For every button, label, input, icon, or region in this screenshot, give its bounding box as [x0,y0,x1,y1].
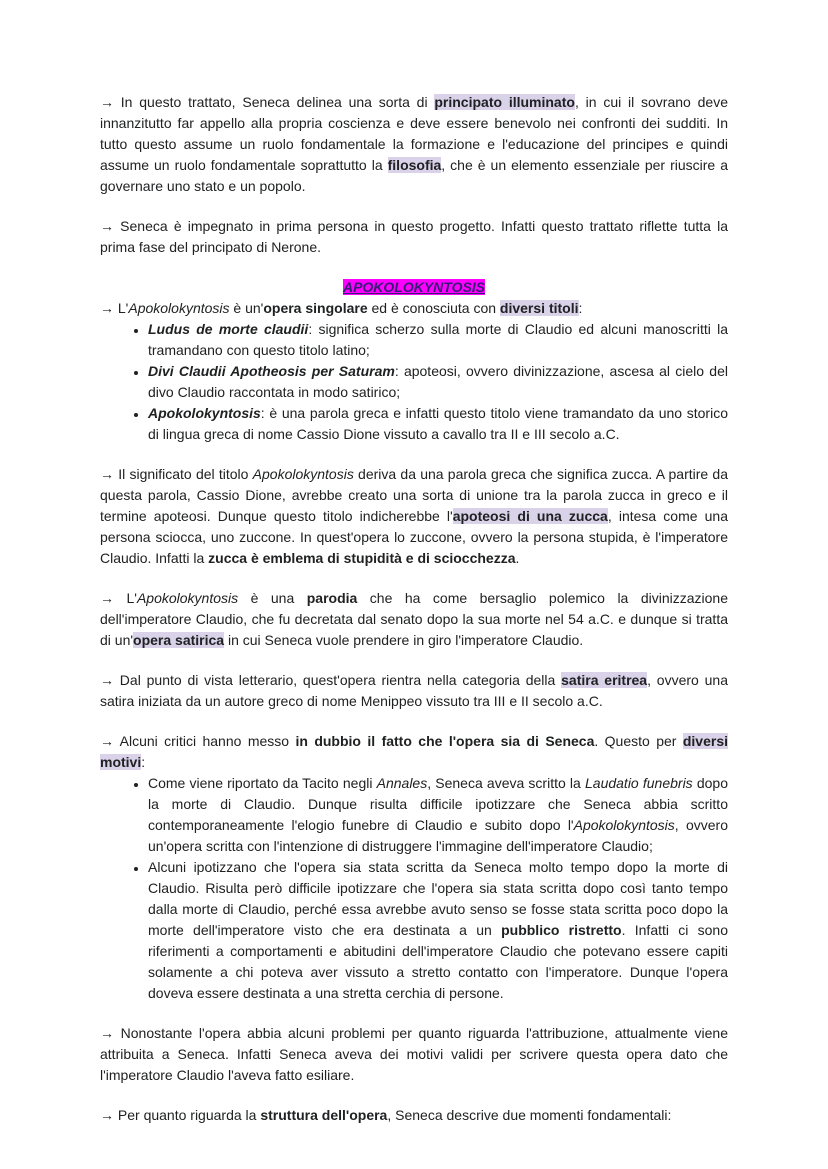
text-segment: Laudatio funebris [585,775,693,791]
section-heading-text: APOKOLOKYNTOSIS [342,279,486,295]
list-item [148,403,728,445]
text-segment: , in cui il sovrano deve innanzitutto far appello alla propria coscienza e deve essere benevolo nei confronti dei sudditi. In tutto questo assume un ruolo fondamentale la formazione e l'educazione del principes e quindi assume un ruolo fondamentale soprattutto la [100,94,728,173]
text-segment: → L' [100,300,129,316]
text-segment: ed è conosciuta con [367,300,500,316]
text-segment: diversi titoli [499,300,579,316]
text-segment: → Dal punto di vista letterario, quest'opera rientra nella categoria della [100,672,562,688]
text-segment: : [141,754,146,770]
text-segment: diversi motivi [100,733,728,770]
text-segment: Apokolokyntosis [148,405,261,421]
text-segment: Annales [376,775,428,791]
paragraph [100,464,728,569]
text-segment: , che è un elemento essenziale per riuscire a governare uno stato e un popolo. [100,157,729,194]
text-segment: Ludus de morte claudii [148,321,309,337]
text-segment: apoteosi di una zucca [452,508,608,524]
text-segment: Apokolokyntosis [252,466,354,482]
text-segment: opera satirica [133,632,225,648]
text-segment: principato illuminato [434,94,575,110]
text-segment: Divi Claudii Apotheosis per Saturam [148,363,395,379]
text-segment: . [515,550,520,566]
text-segment: → In questo trattato, Seneca delinea una sorta di [100,94,435,110]
text-segment: , intesa come una persona sciocca, uno zuccone. In quest'opera lo zuccone, ovvero la persona stupida, è l'imperatore Claudio. Infatti la [100,508,728,566]
bullet-list [100,319,728,445]
text-segment: pubblico ristretto [501,922,622,938]
text-segment: filosofia [387,157,442,173]
section-heading [100,277,728,298]
paragraph [100,731,728,773]
text-segment: : [578,300,583,316]
text-segment: Apokolokyntosis [128,300,230,316]
text-segment: Alcuni ipotizzano che l'opera sia stata scritta da Seneca molto tempo dopo la morte di Claudio. Risulta però difficile ipotizzare che l'opera sia stata scritta dopo così tanto tempo dalla morte di Claudio, perché essa avrebbe avuto senso se fosse stata scritta poco dopo la morte dell'imperatore visto che era destinata a un [148,859,728,938]
text-segment: è un' [229,300,264,316]
text-segment: Come viene riportato da Tacito negli [148,775,377,791]
text-segment: è una [238,590,307,606]
text-segment: → Seneca è impegnato in prima persona in questo progetto. Infatti questo trattato riflette tutta la prima fase del principato di Nerone. [100,218,728,255]
text-segment: Apokolokyntosis [573,817,675,833]
text-segment: → Il significato del titolo [100,466,253,482]
paragraph [100,588,728,651]
text-segment: → Nonostante l'opera abbia alcuni problemi per quanto riguarda l'attribuzione, attualmente viene attribuita a Seneca. Infatti Seneca aveva dei motivi validi per scrivere questa opera dato che l'imperatore Claudio l'aveva fatto esiliare. [100,1025,728,1083]
paragraph [100,298,728,319]
paragraph [100,670,728,712]
text-segment: , ovvero un'opera scritta con l'intenzione di distruggere l'immagine dell'imperatore Claudio; [148,817,728,854]
list-item [148,319,728,361]
text-segment: → Alcuni critici hanno messo [100,733,296,749]
text-segment: . Questo per [594,733,683,749]
list-item [148,361,728,403]
paragraph [100,1023,728,1086]
text-segment: . Infatti ci sono riferimenti a comportamenti e abitudini dell'imperatore Claudio che potevano essere capiti solamente a chi poteva aver vissuto a stretto contatto con l'imperatore. Dunque l'opera doveva essere destinata a una stretta cerchia di persone. [148,922,728,1001]
text-segment: che ha come bersaglio polemico la divinizzazione dell'imperatore Claudio, che fu decretata dal senato dopo la sua morte nel 54 a.C. e dunque si tratta di un' [100,590,728,648]
text-segment: , Seneca aveva scritto la [427,775,585,791]
text-segment: struttura dell'opera [260,1107,388,1123]
text-segment: deriva da una parola greca che significa zucca. A partire da questa parola, Cassio Dione, avrebbe creato una sorta di unione tra la parola zucca in greco e il termine apoteosi. Dunque questo titolo indicherebbe l' [100,466,728,524]
text-segment: → L' [100,590,137,606]
text-segment: satira eritrea [561,672,648,688]
paragraph [100,216,728,258]
text-segment: in dubbio il fatto che l'opera sia di Seneca [295,733,595,749]
text-segment: dopo la morte di Claudio. Dunque risulta difficile ipotizzare che Seneca abbia scritto contemporaneamente l'elogio funebre di Claudio e subito dopo l' [148,775,728,833]
bullet-list [100,773,728,1004]
text-segment: : è una parola greca e infatti questo titolo viene tramandato da uno storico di lingua greca di nome Cassio Dione vissuto a cavallo tra II e III secolo a.C. [148,405,728,442]
text-segment: , ovvero una satira iniziata da un autore greco di nome Menippeo vissuto tra III e II secolo a.C. [100,672,728,709]
text-segment: , Seneca descrive due momenti fondamentali: [387,1107,672,1123]
text-segment: → Per quanto riguarda la [100,1107,261,1123]
text-segment: : apoteosi, ovvero divinizzazione, ascesa al cielo del divo Claudio raccontata in modo satirico; [148,363,728,400]
list-item [148,857,728,1004]
paragraph [100,1105,728,1126]
text-segment: : significa scherzo sulla morte di Claudio ed alcuni manoscritti la tramandano con questo titolo latino; [148,321,728,358]
text-segment: Apokolokyntosis [136,590,239,606]
list-item [148,773,728,857]
text-segment: zucca è emblema di stupidità e di sciocchezza [208,550,516,566]
text-segment: in cui Seneca vuole prendere in giro l'imperatore Claudio. [224,632,584,648]
paragraph [100,92,728,197]
text-segment: parodia [306,590,358,606]
text-segment: opera singolare [263,300,368,316]
